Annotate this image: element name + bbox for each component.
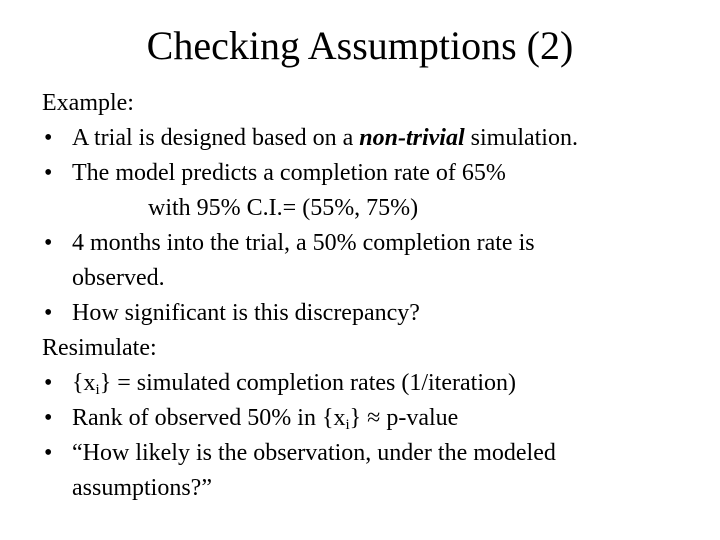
bullet-item-rank-pvalue xyxy=(42,401,702,436)
bullet-text: How significant is this discrepancy? xyxy=(72,300,420,326)
bullet-text: “How likely is the observation, under the modeled xyxy=(72,440,556,466)
bullet-continuation-observed: observed. xyxy=(72,265,165,291)
bullet-continuation-assumptions: assumptions?” xyxy=(72,475,212,501)
bullet-text: Rank of observed 50% in {x xyxy=(72,405,346,431)
bullet-item-significance xyxy=(42,296,702,331)
subscript-i: i xyxy=(95,382,100,398)
bullet-glyph: • xyxy=(44,160,53,186)
bullet-item-observed-rate xyxy=(42,226,702,261)
section-heading-resimulate: Resimulate: xyxy=(42,335,157,361)
bullet-text: {x xyxy=(72,370,96,396)
bullet-glyph: • xyxy=(44,440,53,466)
bullet-text: 4 months into the trial, a 50% completion rate is xyxy=(72,230,535,256)
bullet-glyph: • xyxy=(44,405,53,431)
bullet-text: } ≈ p-value xyxy=(349,405,459,431)
bullet-text: A trial is designed based on a xyxy=(72,125,360,151)
bullet-text: The model predicts a completion rate of 65% xyxy=(72,160,506,186)
bullet-item-likelihood-question xyxy=(42,436,702,471)
bullet-item-model-prediction xyxy=(42,156,702,191)
bullet-glyph: • xyxy=(44,125,53,151)
emphasis-text: non-trivial xyxy=(359,125,465,151)
bullet-text: } = simulated completion rates (1/iteration) xyxy=(99,370,516,396)
bullet-item-simulated-rates xyxy=(42,366,702,401)
subscript-i: i xyxy=(345,417,350,433)
slide-body xyxy=(42,86,702,506)
bullet-item-trial-design xyxy=(42,121,702,156)
bullet-text: simulation. xyxy=(464,125,578,151)
bullet-glyph: • xyxy=(44,230,53,256)
bullet-glyph: • xyxy=(44,370,53,396)
section-heading-example: Example: xyxy=(42,90,134,116)
bullet-glyph: • xyxy=(44,300,53,326)
slide-title: Checking Assumptions (2) xyxy=(146,23,574,68)
bullet-continuation-confidence-interval: with 95% C.I.= (55%, 75%) xyxy=(148,195,419,221)
